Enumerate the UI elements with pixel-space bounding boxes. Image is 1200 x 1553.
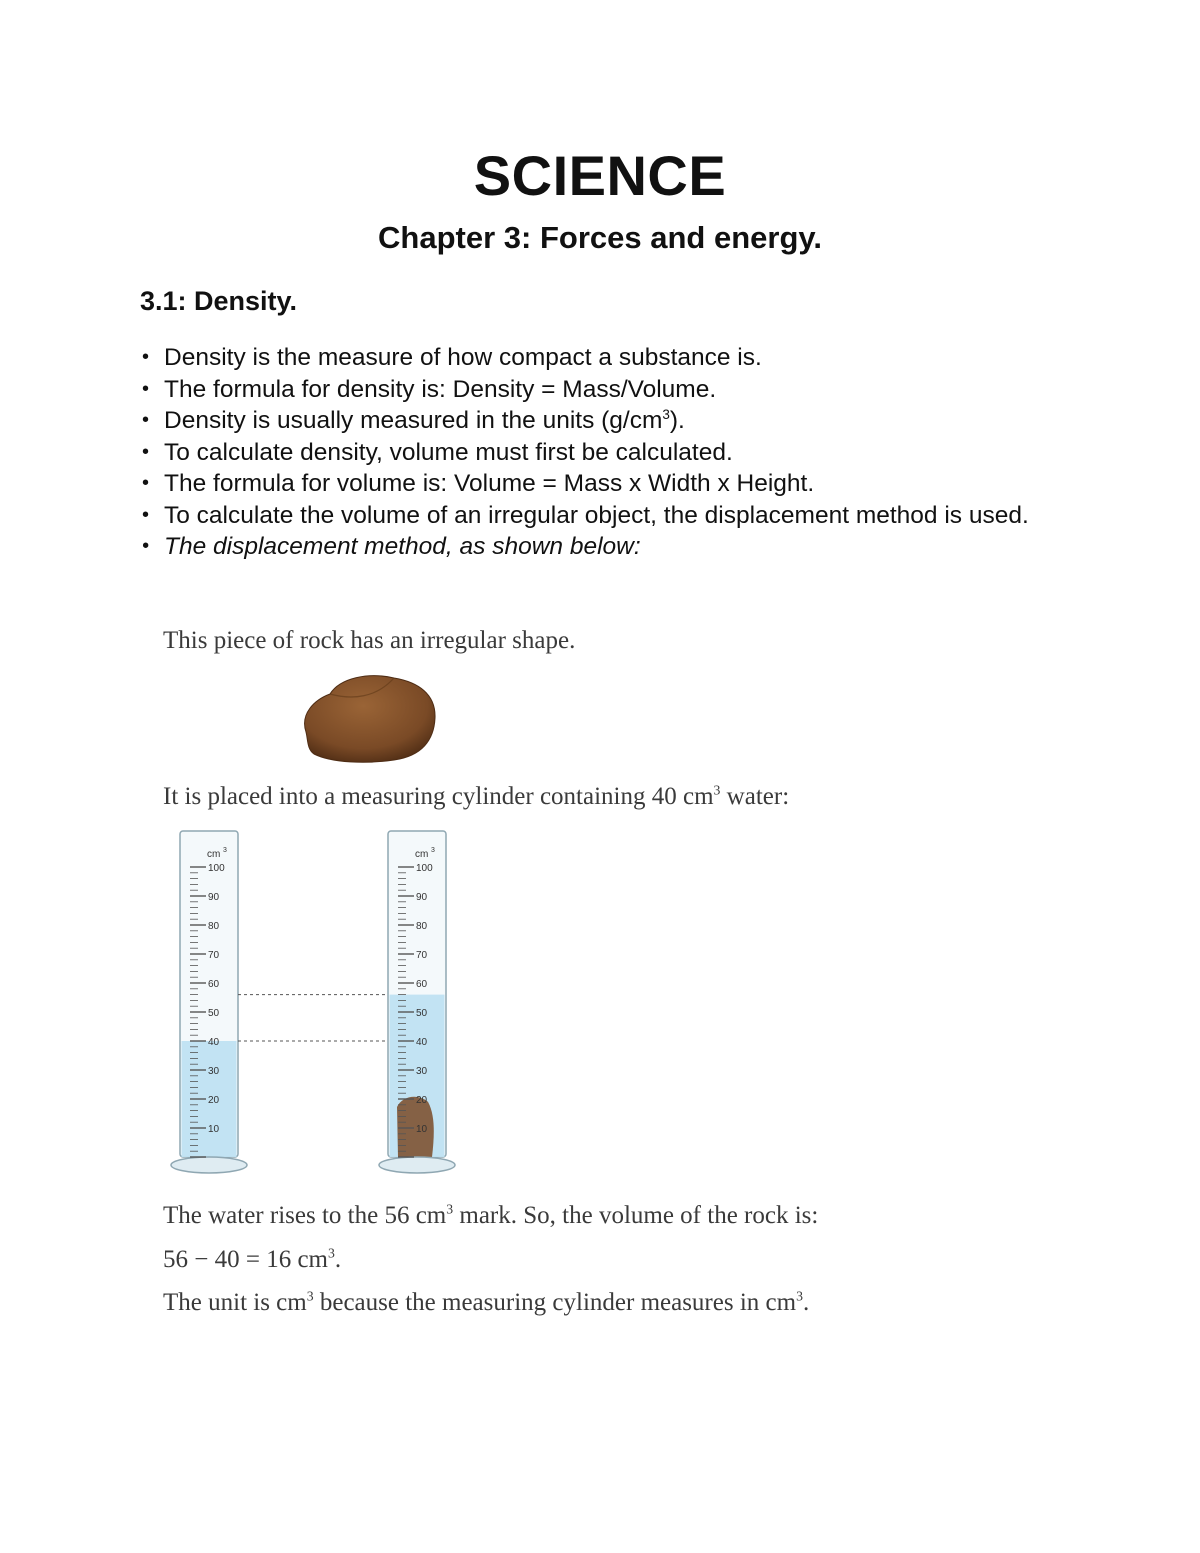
scale-label: 70: [208, 950, 220, 961]
level-guide-lines: [238, 995, 388, 1041]
list-item: • Density is usually measured in the units $(g/cm^3)$.: [142, 406, 685, 434]
list-item: • Density is the measure of how compact a substance is.: [142, 344, 762, 371]
scale-label: 20: [416, 1095, 428, 1106]
list-item: • The formula for volume is: Volume = Mass x Width x Height.: [142, 470, 815, 497]
scale-label: 10: [208, 1124, 220, 1135]
cylinder-base: [171, 1157, 247, 1173]
chapter-heading: Chapter 3: Forces and energy.: [378, 220, 822, 255]
bullet-list: [140, 342, 1070, 563]
scale-label: 40: [416, 1037, 428, 1048]
list-item: • To calculate the volume of an irregular object, the displacement method is used.: [142, 501, 1029, 529]
list-item: • The formula for density is: Density = Mass/Volume.: [142, 375, 717, 403]
unit-explanation: The unit is $cm^3$ because the measuring cylinder measures in $cm^3$.: [163, 1288, 810, 1316]
scale-label: 10: [416, 1124, 428, 1135]
scale-label: 100: [208, 863, 225, 874]
cylinder-before: [171, 831, 247, 1173]
cylinder-base: [379, 1157, 455, 1173]
scale-label: 80: [208, 921, 220, 932]
caption-placed: It is placed into a measuring cylinder containing 40 $cm^3$ water:: [163, 782, 790, 810]
result-line: The water rises to the 56 $cm^3$ mark. So, the volume of the rock is:: [163, 1201, 819, 1229]
unit-label: cm: [415, 849, 429, 860]
scale-label: 70: [416, 950, 428, 961]
scale-label: 60: [208, 979, 220, 990]
document-title: SCIENCE: [473, 144, 727, 207]
scale-label: 90: [208, 892, 220, 903]
scale-label: 60: [416, 979, 428, 990]
unit-label-sup: 3: [223, 847, 227, 854]
cylinder-after: [379, 831, 455, 1173]
caption-rock: This piece of rock has an irregular shape.: [163, 627, 576, 654]
scale-label: 50: [416, 1008, 428, 1019]
scale-label: 50: [208, 1008, 220, 1019]
scale-label: 80: [416, 921, 428, 932]
rock-illustration: [296, 670, 441, 766]
calculation-line: 56 − 40 = 16 $cm^3$.: [163, 1245, 342, 1273]
scale-label: 40: [208, 1037, 220, 1048]
scale-label: 30: [208, 1066, 220, 1077]
scale-label: 100: [416, 863, 433, 874]
section-heading: 3.1: Density.: [140, 286, 298, 316]
unit-label: cm: [207, 849, 221, 860]
scale-label: 30: [416, 1066, 428, 1077]
unit-label-sup: 3: [431, 847, 435, 854]
scale-label: 20: [208, 1095, 220, 1106]
list-item: • The displacement method, as shown below:: [142, 533, 641, 560]
scale-label: 90: [416, 892, 428, 903]
measuring-cylinders-figure: [160, 825, 460, 1177]
list-item: • To calculate density, volume must first be calculated.: [142, 438, 733, 466]
